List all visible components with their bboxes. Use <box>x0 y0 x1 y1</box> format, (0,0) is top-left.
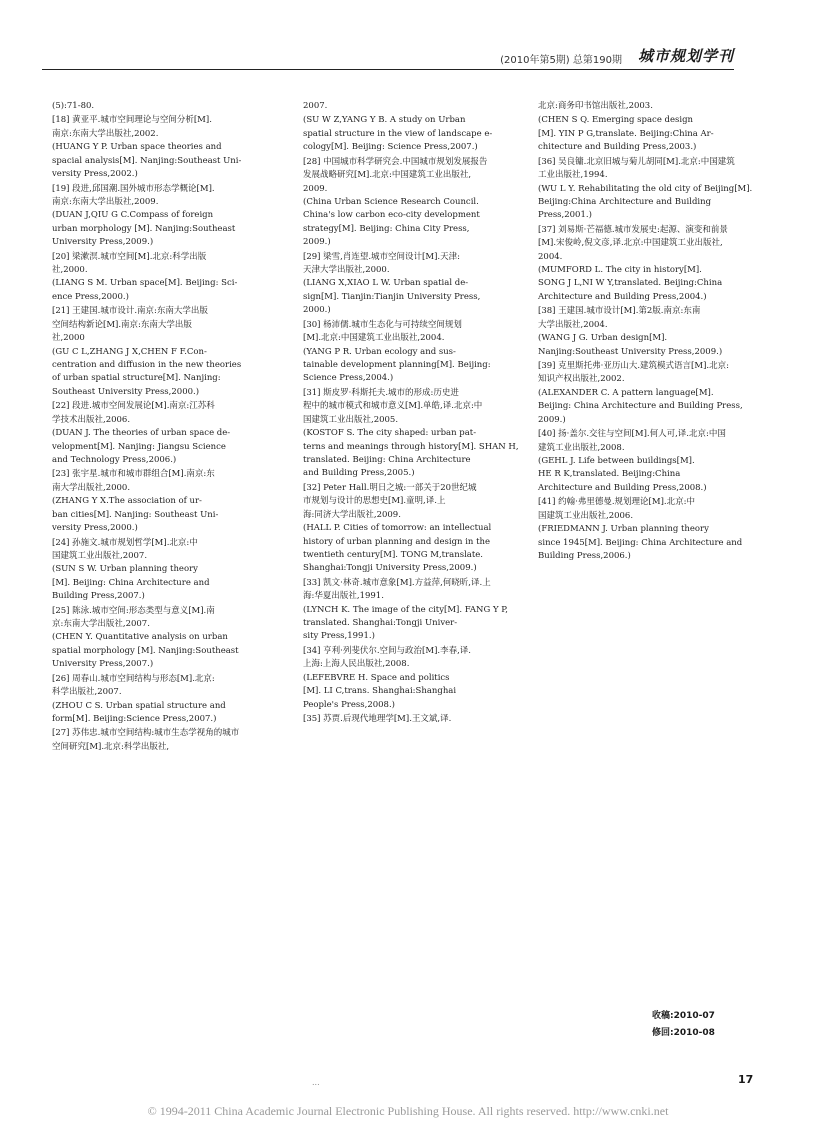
reference-entry <box>303 114 525 154</box>
reference-line: 工业出版社,1994. <box>538 170 608 181</box>
reference-line: [M].北京:中国建筑工业出版社,2004. <box>303 333 445 344</box>
reference-line: [18] 黄亚平.城市空间理论与空间分析[M]. <box>52 115 212 126</box>
reference-line: (WANG J G. Urban design[M]. <box>538 333 668 344</box>
reference-line: [M]. Beijing: China Architecture and <box>52 577 210 588</box>
reference-entry <box>538 100 760 113</box>
reference-line: [39] 克里斯托弗·亚历山大.建筑模式语言[M].北京: <box>538 361 729 372</box>
reference-line: (DUAN J. The theories of urban space de- <box>52 428 231 439</box>
reference-line: 社,2000. <box>52 265 88 276</box>
reference-entry <box>303 100 525 113</box>
reference-line: 上海:上海人民出版社,2008. <box>303 659 410 670</box>
reference-line: ban cities[M]. Nanjing: Southeast Uni- <box>52 509 219 520</box>
reference-line: [40] 扬·盖尔.交往与空间[M].何人可,译.北京:中国 <box>538 429 726 440</box>
reference-line: spacial analysis[M]. Nanjing:Southeast Uni- <box>52 155 242 166</box>
reference-entry <box>52 537 274 604</box>
revised-date: 修回:2010-08 <box>652 1028 715 1039</box>
reference-entry <box>303 577 525 644</box>
reference-line: (LIANG X,XIAO L W. Urban spatial de- <box>303 278 469 289</box>
reference-entry <box>538 496 760 563</box>
reference-line: University Press,2007.) <box>52 659 154 670</box>
reference-line: of urban spatial structure[M]. Nanjing: <box>52 373 221 384</box>
reference-line: sity Press,1991.) <box>303 631 375 642</box>
reference-line: (CHEN S Q. Emerging space design <box>538 115 694 126</box>
reference-line: 南大学出版社,2000. <box>52 482 131 493</box>
reference-entry <box>52 605 274 672</box>
reference-line: (MUMFORD L. The city in history[M]. <box>538 265 702 276</box>
reference-line: 北京:商务印书馆出版社,2003. <box>538 101 653 111</box>
reference-line: Nanjing:Southeast University Press,2009.) <box>538 346 723 357</box>
reference-line: strategy[M]. Beijing: China City Press, <box>303 223 470 234</box>
reference-line: 建筑工业出版社,2008. <box>538 442 625 453</box>
reference-entry <box>52 183 274 250</box>
reference-line: [28] 中国城市科学研究会.中国城市规划发展报告 <box>303 156 488 167</box>
reference-line: HE R K,translated. Beijing:China <box>538 469 681 480</box>
reference-line: (GEHL J. Life between buildings[M]. <box>538 455 695 466</box>
reference-line: (GU C L,ZHANG J X,CHEN F F.Con- <box>52 346 207 357</box>
reference-line: (WU L Y. Rehabilitating the old city of Beijing[M]. <box>538 183 753 194</box>
reference-line: SONG J L,NI W Y,translated. Beijing:China <box>538 278 723 289</box>
reference-line: [M]. LI C,trans. Shanghai:Shanghai <box>303 686 457 697</box>
reference-line: (ALEXANDER C. A pattern language[M]. <box>538 387 714 398</box>
reference-line: (CHEN Y. Quantitative analysis on urban <box>52 632 228 643</box>
references-column-2 <box>303 100 525 727</box>
reference-line: [35] 苏贾.后现代地理学[M].王文斌,译. <box>303 713 452 724</box>
reference-line: University Press,2009.) <box>52 237 154 248</box>
reference-line: 学技术出版社,2006. <box>52 414 131 425</box>
reference-line: 京:东南大学出版社,2007. <box>52 619 150 630</box>
reference-line: (LIANG S M. Urban space[M]. Beijing: Sci- <box>52 278 238 289</box>
reference-line: velopment[M]. Nanjing: Jiangsu Science <box>52 441 226 452</box>
reference-line: and Building Press,2005.) <box>303 468 415 479</box>
reference-line: [34] 亨利·列斐伏尔.空间与政治[M].李春,译. <box>303 645 471 656</box>
reference-line: [27] 苏伟忠.城市空间结构:城市生态学视角的城市 <box>52 728 240 739</box>
reference-line: 国建筑工业出版社,2007. <box>52 550 148 561</box>
reference-entry <box>538 305 760 359</box>
reference-line: [30] 杨沛儒.城市生态化与可持续空间规划 <box>303 319 462 330</box>
reference-line: 程中的城市模式和城市意义[M].单皓,译.北京:中 <box>303 401 483 412</box>
reference-line: [38] 王建国.城市设计[M].第2版.南京:东南 <box>538 306 701 317</box>
reference-line: 2000.) <box>303 305 331 316</box>
reference-line: [19] 段进,邱国潮.国外城市形态学概论[M]. <box>52 183 215 194</box>
reference-line: 2009.) <box>538 414 566 425</box>
reference-line: Beijing:China Architecture and Building <box>538 196 712 207</box>
reference-line: 发展战略研究[M].北京:中国建筑工业出版社, <box>303 170 472 181</box>
reference-line: spatial morphology [M]. Nanjing:Southeast <box>52 645 239 656</box>
reference-line: Architecture and Building Press,2004.) <box>538 291 707 302</box>
reference-line: 科学出版社,2007. <box>52 687 122 698</box>
reference-line: [21] 王建国.城市设计.南京:东南大学出版 <box>52 306 208 317</box>
reference-entry <box>538 224 760 305</box>
ellipsis-marker: ... <box>312 1078 320 1087</box>
reference-line: [31] 斯皮罗·科斯托夫.城市的形成:历史进 <box>303 387 459 398</box>
reference-line: 海:华夏出版社,1991. <box>303 591 384 602</box>
reference-entry <box>52 100 274 113</box>
reference-entry <box>303 713 525 726</box>
reference-line: 国建筑工业出版社,2006. <box>538 510 634 521</box>
reference-line: [36] 吴良镛.北京旧城与菊儿胡同[M].北京:中国建筑 <box>538 156 735 167</box>
reference-line: terns and meanings through history[M]. SHAN H, <box>303 441 519 452</box>
reference-line: versity Press,2002.) <box>52 169 138 180</box>
reference-line: 2004. <box>538 251 563 262</box>
reference-line: form[M]. Beijing:Science Press,2007.) <box>52 713 217 724</box>
reference-line: (DUAN J,QIU G C.Compass of foreign <box>52 210 214 221</box>
reference-line: 大学出版社,2004. <box>538 319 608 330</box>
reference-line: (ZHOU C S. Urban spatial structure and <box>52 700 226 711</box>
reference-line: Building Press,2007.) <box>52 591 145 602</box>
reference-entry <box>52 114 274 181</box>
reference-line: 2009. <box>303 183 328 194</box>
running-header <box>42 44 734 70</box>
reference-line: [25] 陈泳.城市空间:形态类型与意义[M].南 <box>52 605 215 616</box>
reference-line: China's low carbon eco-city development <box>303 210 480 221</box>
reference-line: [24] 孙施文.城市规划哲学[M].北京:中 <box>52 537 198 548</box>
reference-entry <box>52 727 274 754</box>
reference-entry <box>538 156 760 223</box>
reference-line: (HALL P. Cities of tomorrow: an intellectual <box>303 523 492 534</box>
reference-line: 知识产权出版社,2002. <box>538 374 625 385</box>
reference-line: (SUN S W. Urban planning theory <box>52 564 198 575</box>
reference-line: [29] 梁雪,肖连望.城市空间设计[M].天津: <box>303 251 460 262</box>
reference-line: centration and diffusion in the new theories <box>52 360 242 371</box>
page-number: 17 <box>738 1073 754 1086</box>
reference-line: Architecture and Building Press,2008.) <box>538 482 707 493</box>
reference-line: (LYNCH K. The image of the city[M]. FANG Y P, <box>303 604 508 615</box>
reference-line: translated. Beijing: China Architecture <box>303 454 471 465</box>
reference-line: (YANG P R. Urban ecology and sus- <box>303 346 456 357</box>
reference-line: (5):71-80. <box>52 101 95 111</box>
reference-line: Building Press,2006.) <box>538 550 631 561</box>
reference-line: [22] 段进.城市空间发展论[M].南京:江苏科 <box>52 401 215 412</box>
reference-line: 南京:东南大学出版社,2009. <box>52 196 159 207</box>
references-column-3 <box>538 100 760 564</box>
reference-line: (SU W Z,YANG Y B. A study on Urban <box>303 115 466 126</box>
reference-line: (ZHANG Y X.The association of ur- <box>52 496 202 507</box>
reference-line: 国建筑工业出版社,2005. <box>303 414 399 425</box>
reference-line: twentieth century[M]. TONG M,translate. <box>303 549 484 560</box>
reference-entry <box>303 387 525 481</box>
reference-line: 南京:东南大学出版社,2002. <box>52 128 159 139</box>
reference-line: (HUANG Y P. Urban space theories and <box>52 142 222 153</box>
reference-line: 2007. <box>303 101 328 111</box>
reference-line: [26] 周春山.城市空间结构与形态[M].北京: <box>52 673 215 684</box>
reference-entry <box>52 673 274 727</box>
reference-line: [23] 张宇星.城市和城市群组合[M].南京:东 <box>52 469 215 480</box>
reference-line: 2009.) <box>303 237 331 248</box>
reference-line: chitecture and Building Press,2003.) <box>538 142 697 153</box>
reference-line: [41] 约翰·弗里德曼.规划理论[M].北京:中 <box>538 497 695 508</box>
reference-line: history of urban planning and design in the <box>303 536 491 547</box>
reference-entry <box>538 114 760 154</box>
reference-entry <box>52 400 274 467</box>
reference-line: translated. Shanghai:Tongji Univer- <box>303 618 458 629</box>
reference-line: 海:同济大学出版社,2009. <box>303 509 401 520</box>
reference-line: 空间研究[M].北京:科学出版社, <box>52 741 170 752</box>
reference-line: (China Urban Science Research Council. <box>303 196 479 207</box>
reference-line: tainable development planning[M]. Beijing: <box>303 360 491 371</box>
reference-line: [20] 梁漱溟.城市空间[M].北京:科学出版 <box>52 251 207 262</box>
reference-line: Beijing: China Architecture and Building Press, <box>538 401 743 412</box>
reference-line: (KOSTOF S. The city shaped: urban pat- <box>303 428 477 439</box>
reference-line: [M]. YIN P G,translate. Beijing:China Ar- <box>538 128 714 139</box>
reference-entry <box>303 482 525 576</box>
reference-line: cology[M]. Beijing: Science Press,2007.) <box>303 142 478 153</box>
copyright-footer: © 1994-2011 China Academic Journal Electronic Publishing House. All rights reserved. http://www.cnki.net <box>147 1104 669 1118</box>
reference-line: 空间结构新论[M].南京:东南大学出版 <box>52 319 192 330</box>
reference-line: spatial structure in the view of landscape e- <box>303 128 493 139</box>
reference-line: ence Press,2000.) <box>52 291 129 302</box>
reference-line: 市规划与设计的思想史[M].童明,译.上 <box>303 496 446 507</box>
reference-entry <box>52 305 274 399</box>
reference-entry <box>303 251 525 318</box>
reference-entry <box>303 156 525 250</box>
received-date: 收稿:2010-07 <box>652 1011 715 1021</box>
reference-line: [M].宋俊岭,倪文彦,译.北京:中国建筑工业出版社, <box>538 238 723 249</box>
reference-line: Southeast University Press,2000.) <box>52 386 200 397</box>
reference-entry <box>303 645 525 712</box>
reference-line: (LEFEBVRE H. Space and politics <box>303 672 450 683</box>
reference-line: 天津大学出版社,2000. <box>303 265 390 276</box>
reference-entry <box>303 319 525 386</box>
reference-entry <box>538 360 760 427</box>
reference-line: sign[M]. Tianjin:Tianjin University Press, <box>303 291 481 302</box>
reference-line: Press,2001.) <box>538 210 592 221</box>
reference-line: People's Press,2008.) <box>303 699 395 710</box>
reference-line: versity Press,2000.) <box>52 523 138 534</box>
issue-info: (2010年第5期) 总第190期 <box>500 55 622 66</box>
reference-entry <box>52 251 274 305</box>
reference-line: [37] 刘易斯·芒福德.城市发展史:起源、演变和前景 <box>538 224 728 235</box>
reference-line: since 1945[M]. Beijing: China Architecture and <box>538 537 743 548</box>
reference-line: (FRIEDMANN J. Urban planning theory <box>538 524 709 535</box>
reference-line: Shanghai:Tongji University Press,2009.) <box>303 563 477 574</box>
reference-line: Science Press,2004.) <box>303 373 394 384</box>
reference-entry <box>52 468 274 535</box>
journal-title: 城市规划学刊 <box>637 47 734 65</box>
reference-line: 社,2000 <box>52 333 85 344</box>
article-dates <box>652 1008 715 1042</box>
reference-line: [32] Peter Hall.明日之城:一部关于20世纪城 <box>303 482 477 493</box>
reference-line: and Technology Press,2006.) <box>52 454 177 465</box>
reference-entry <box>538 428 760 495</box>
reference-line: urban morphology [M]. Nanjing:Southeast <box>52 223 236 234</box>
reference-line: [33] 凯文·林奇.城市意象[M].方益萍,何晓昕,译.上 <box>303 577 491 588</box>
references-column-1 <box>52 100 274 755</box>
